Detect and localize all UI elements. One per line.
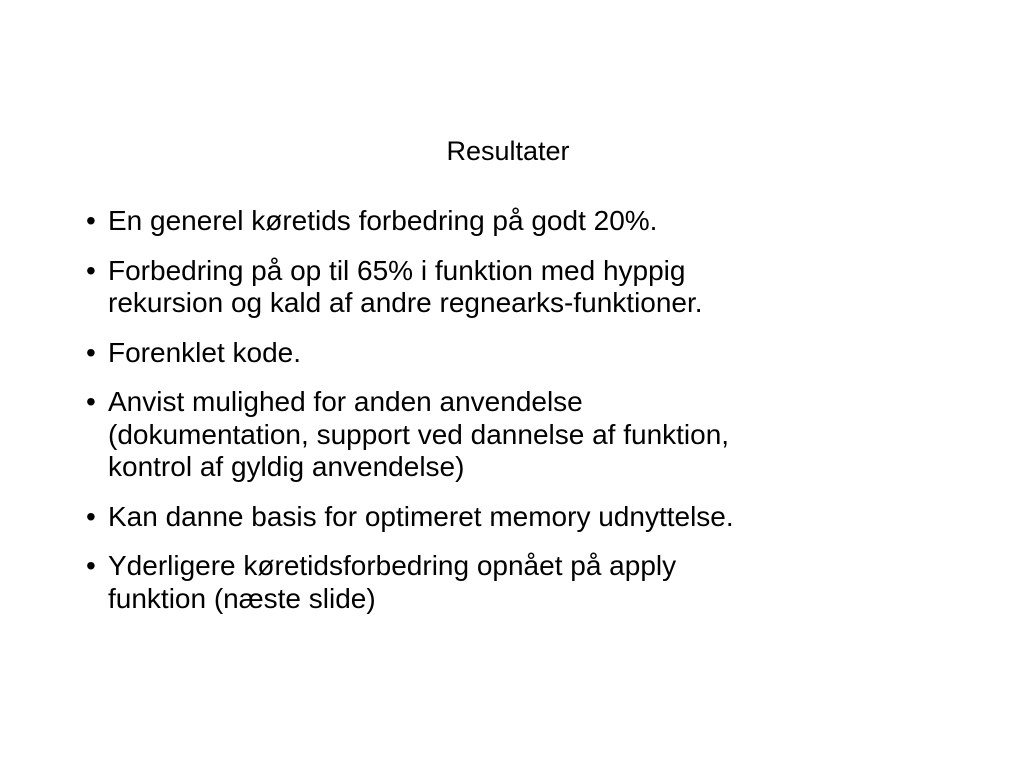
bullet-line: kontrol af gyldig anvendelse) bbox=[108, 451, 465, 482]
bullet-marker: • bbox=[86, 550, 96, 581]
bullet-line: Anvist mulighed for anden anvendelse bbox=[108, 386, 583, 417]
bullet-line: funktion (næste slide) bbox=[108, 582, 376, 614]
slide-title: Resultater bbox=[446, 136, 570, 166]
bullet-item bbox=[86, 255, 986, 320]
bullet-item bbox=[86, 501, 986, 534]
bullet-marker: • bbox=[86, 500, 96, 532]
bullet-line: En generel køretids forbedring på godt 20%. bbox=[108, 205, 658, 236]
bullet-marker: • bbox=[86, 336, 96, 368]
bullet-item bbox=[86, 386, 986, 484]
bullet-item bbox=[86, 337, 986, 370]
bullet-marker: • bbox=[86, 205, 96, 236]
bullet-list bbox=[86, 205, 986, 632]
bullet-line: Forbedring på op til 65% i funktion med hyppig bbox=[108, 254, 686, 286]
bullet-line: (dokumentation, support ved dannelse af funktion, bbox=[108, 418, 730, 450]
bullet-marker: • bbox=[86, 254, 96, 286]
bullet-marker: • bbox=[86, 386, 96, 417]
bullet-line: Kan danne basis for optimeret memory udnyttelse. bbox=[108, 500, 734, 532]
bullet-line: Forenklet kode. bbox=[108, 336, 301, 368]
bullet-item bbox=[86, 550, 986, 615]
bullet-line: Yderligere køretidsforbedring opnået på apply bbox=[108, 550, 677, 581]
bullet-line: rekursion og kald af andre regnearks-funktioner. bbox=[108, 287, 703, 318]
bullet-item bbox=[86, 205, 986, 238]
